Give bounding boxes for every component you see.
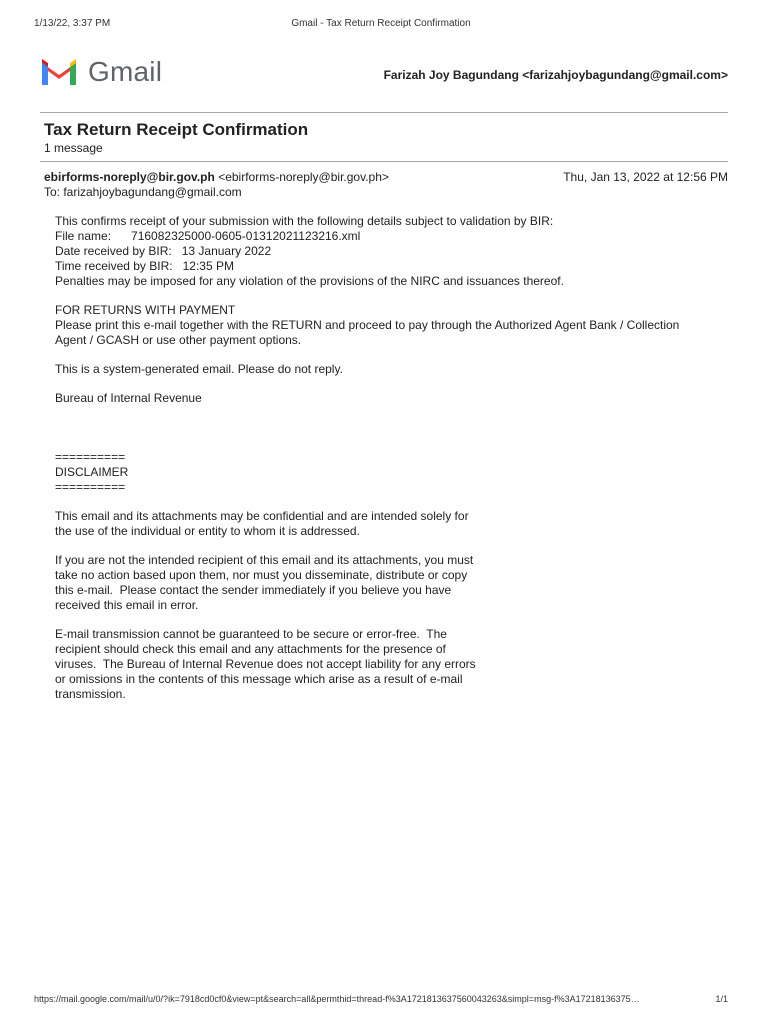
message-date: Thu, Jan 13, 2022 at 12:56 PM	[563, 170, 728, 184]
print-footer	[34, 994, 728, 1004]
sender-name[interactable]: ebirforms-noreply@bir.gov.ph	[44, 170, 215, 184]
page-url: https://mail.google.com/mail/u/0/?ik=7918cd0cf0&view=pt&search=all&permthid=thread-f%3A1721813637560043263&simpl=msg-f%3A17218136375…	[34, 994, 640, 1004]
body-penalties: Penalties may be imposed for any violation of the provisions of the NIRC and issuances thereof.	[55, 274, 564, 288]
recipient-line: To: farizahjoybagundang@gmail.com	[44, 185, 242, 199]
gmail-m-logo-icon	[40, 57, 78, 87]
separator-bottom: ==========	[55, 480, 126, 494]
print-title: Gmail - Tax Return Receipt Confirmation	[291, 18, 471, 29]
divider	[40, 161, 728, 162]
body-intro: This confirms receipt of your submission with the following details subject to validation by BIR:	[55, 214, 554, 228]
separator-top: ==========	[55, 450, 126, 464]
print-datetime: 1/13/22, 3:37 PM	[34, 18, 111, 29]
sender-email: <ebirforms-noreply@bir.gov.ph>	[218, 170, 389, 184]
body-returns-text: Please print this e-mail together with the RETURN and proceed to pay through the Authorized Agent Bank / Collection Agent / GCASH or use other payment options.	[55, 318, 680, 347]
gmail-header	[40, 50, 728, 100]
body-file-name: File name: 716082325000-0605-01312021123216.xml	[55, 229, 361, 243]
account-identity: Farizah Joy Bagundang <farizahjoybagundang@gmail.com>	[383, 68, 728, 82]
message-header	[44, 170, 728, 184]
message-count: 1 message	[44, 141, 103, 155]
body-time-received: Time received by BIR: 12:35 PM	[55, 259, 234, 273]
gmail-logo[interactable]	[40, 56, 162, 88]
gmail-wordmark: Gmail	[88, 56, 163, 87]
page-number: 1/1	[715, 994, 728, 1004]
body-system-note: This is a system-generated email. Please do not reply.	[55, 362, 343, 376]
print-header	[34, 18, 728, 32]
disclaimer-paragraph-2: If you are not the intended recipient of this email and its attachments, you must take no action based upon them, nor must you disseminate, distribute or copy this e-mail. Please contact the sender immediately if you believe you have received this email in error.	[55, 553, 477, 612]
body-date-received: Date received by BIR: 13 January 2022	[55, 244, 272, 258]
message-body	[55, 214, 735, 702]
divider	[40, 112, 728, 113]
disclaimer-paragraph-1: This email and its attachments may be confidential and are intended solely for the use of the individual or entity to whom it is addressed.	[55, 509, 469, 538]
body-signature: Bureau of Internal Revenue	[55, 391, 202, 405]
disclaimer-heading: DISCLAIMER	[55, 465, 129, 479]
thread-subject: Tax Return Receipt Confirmation	[44, 120, 309, 139]
body-returns-heading: FOR RETURNS WITH PAYMENT	[55, 303, 236, 317]
disclaimer-paragraph-3: E-mail transmission cannot be guaranteed to be secure or error-free. The recipient should check this email and any attachments for the presence of viruses. The Bureau of Internal Revenue does not accept liability for any errors or omissions in the contents of this message which arise as a result of e-mail transmission.	[55, 627, 480, 701]
